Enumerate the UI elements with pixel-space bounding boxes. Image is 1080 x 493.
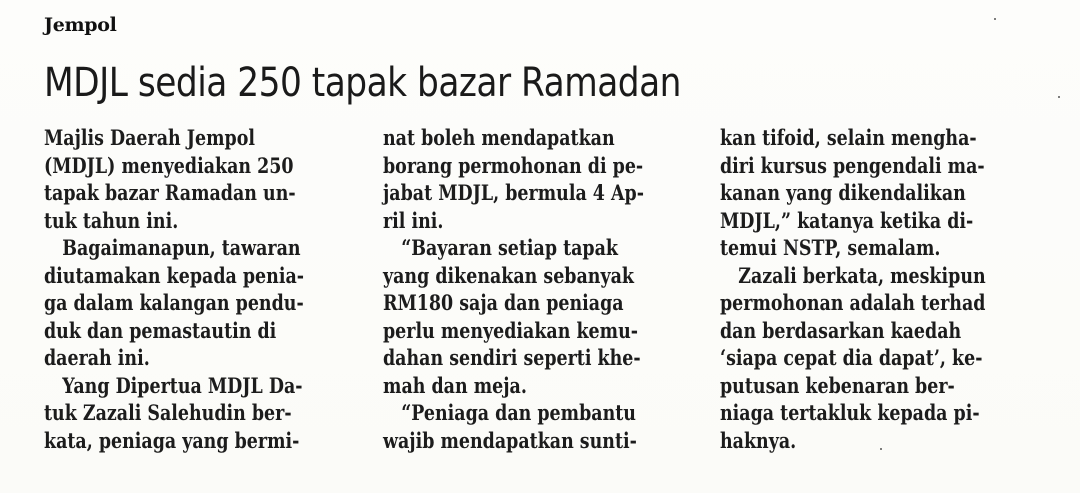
article-text-line: Yang Dipertua MDJL Da-: [62, 372, 303, 398]
article-text-line: (MDJL) menyediakan 250: [44, 152, 294, 178]
article-text-line: kanan yang dikendalikan: [720, 180, 966, 205]
article-text-line: putusan kebenaran ber-: [720, 372, 955, 398]
article-text-line: niaga tertakluk kepada pi-: [720, 400, 980, 425]
article-text-line: temui NSTP, semalam.: [720, 235, 941, 260]
article-text-line: permohonan adalah terhad: [720, 290, 986, 315]
article-column-1: [44, 124, 357, 454]
article-text-line: duk dan pemastautin di: [44, 317, 277, 343]
article-text-line: haknya.: [720, 427, 797, 453]
article-text-line: kata, peniaga yang bermi-: [44, 427, 300, 453]
article-text-line: daerah ini.: [44, 345, 150, 370]
print-speck: [1058, 96, 1060, 98]
article-text-line: borang permohonan di pe-: [383, 152, 644, 178]
article-text-line: ril ini.: [383, 207, 444, 233]
article-text-line: perlu menyediakan kemu-: [383, 317, 638, 343]
article-text-line: wajib mendapatkan sunti-: [383, 427, 637, 453]
article-column-3: [720, 124, 1040, 454]
article-text-line: RM180 saja dan peniaga: [383, 290, 624, 315]
article-text-line: tuk tahun ini.: [44, 207, 179, 233]
article-text-line: ‘siapa cepat dia dapat’, ke-: [720, 345, 983, 370]
article-text-line: MDJL,” katanya ketika di-: [720, 207, 974, 233]
article-text-line: tuk Zazali Salehudin ber-: [44, 400, 292, 425]
print-speck: [994, 18, 996, 20]
article-text-line: Bagaimanapun, tawaran: [62, 235, 301, 260]
article-text-line: kan tifoid, selain mengha-: [720, 125, 977, 150]
section-label: Jempol: [44, 14, 117, 36]
article-column-2: [383, 124, 697, 454]
article-text-line: tapak bazar Ramadan un-: [44, 180, 296, 205]
article-text-line: mah dan meja.: [383, 372, 527, 398]
article-text-line: diutamakan kepada penia-: [44, 262, 304, 288]
article-text-line: dan berdasarkan kaedah: [720, 317, 962, 343]
article-text-line: “Peniaga dan pembantu: [401, 400, 636, 425]
article-text-line: Zazali berkata, meskipun: [738, 262, 986, 288]
article-text-line: diri kursus pengendali ma-: [720, 152, 985, 178]
article-text-line: nat boleh mendapatkan: [383, 125, 615, 150]
article-text-line: “Bayaran setiap tapak: [401, 235, 618, 260]
print-speck: [880, 448, 882, 450]
article-text-line: jabat MDJL, bermula 4 Ap-: [383, 180, 644, 205]
article-text-line: Majlis Daerah Jempol: [44, 125, 255, 150]
article-text-line: dahan sendiri seperti khe-: [383, 345, 641, 370]
article-text-line: yang dikenakan sebanyak: [383, 262, 634, 288]
article-text-line: ga dalam kalangan pendu-: [44, 290, 304, 315]
article-headline: MDJL sedia 250 tapak bazar Ramadan: [44, 60, 681, 106]
